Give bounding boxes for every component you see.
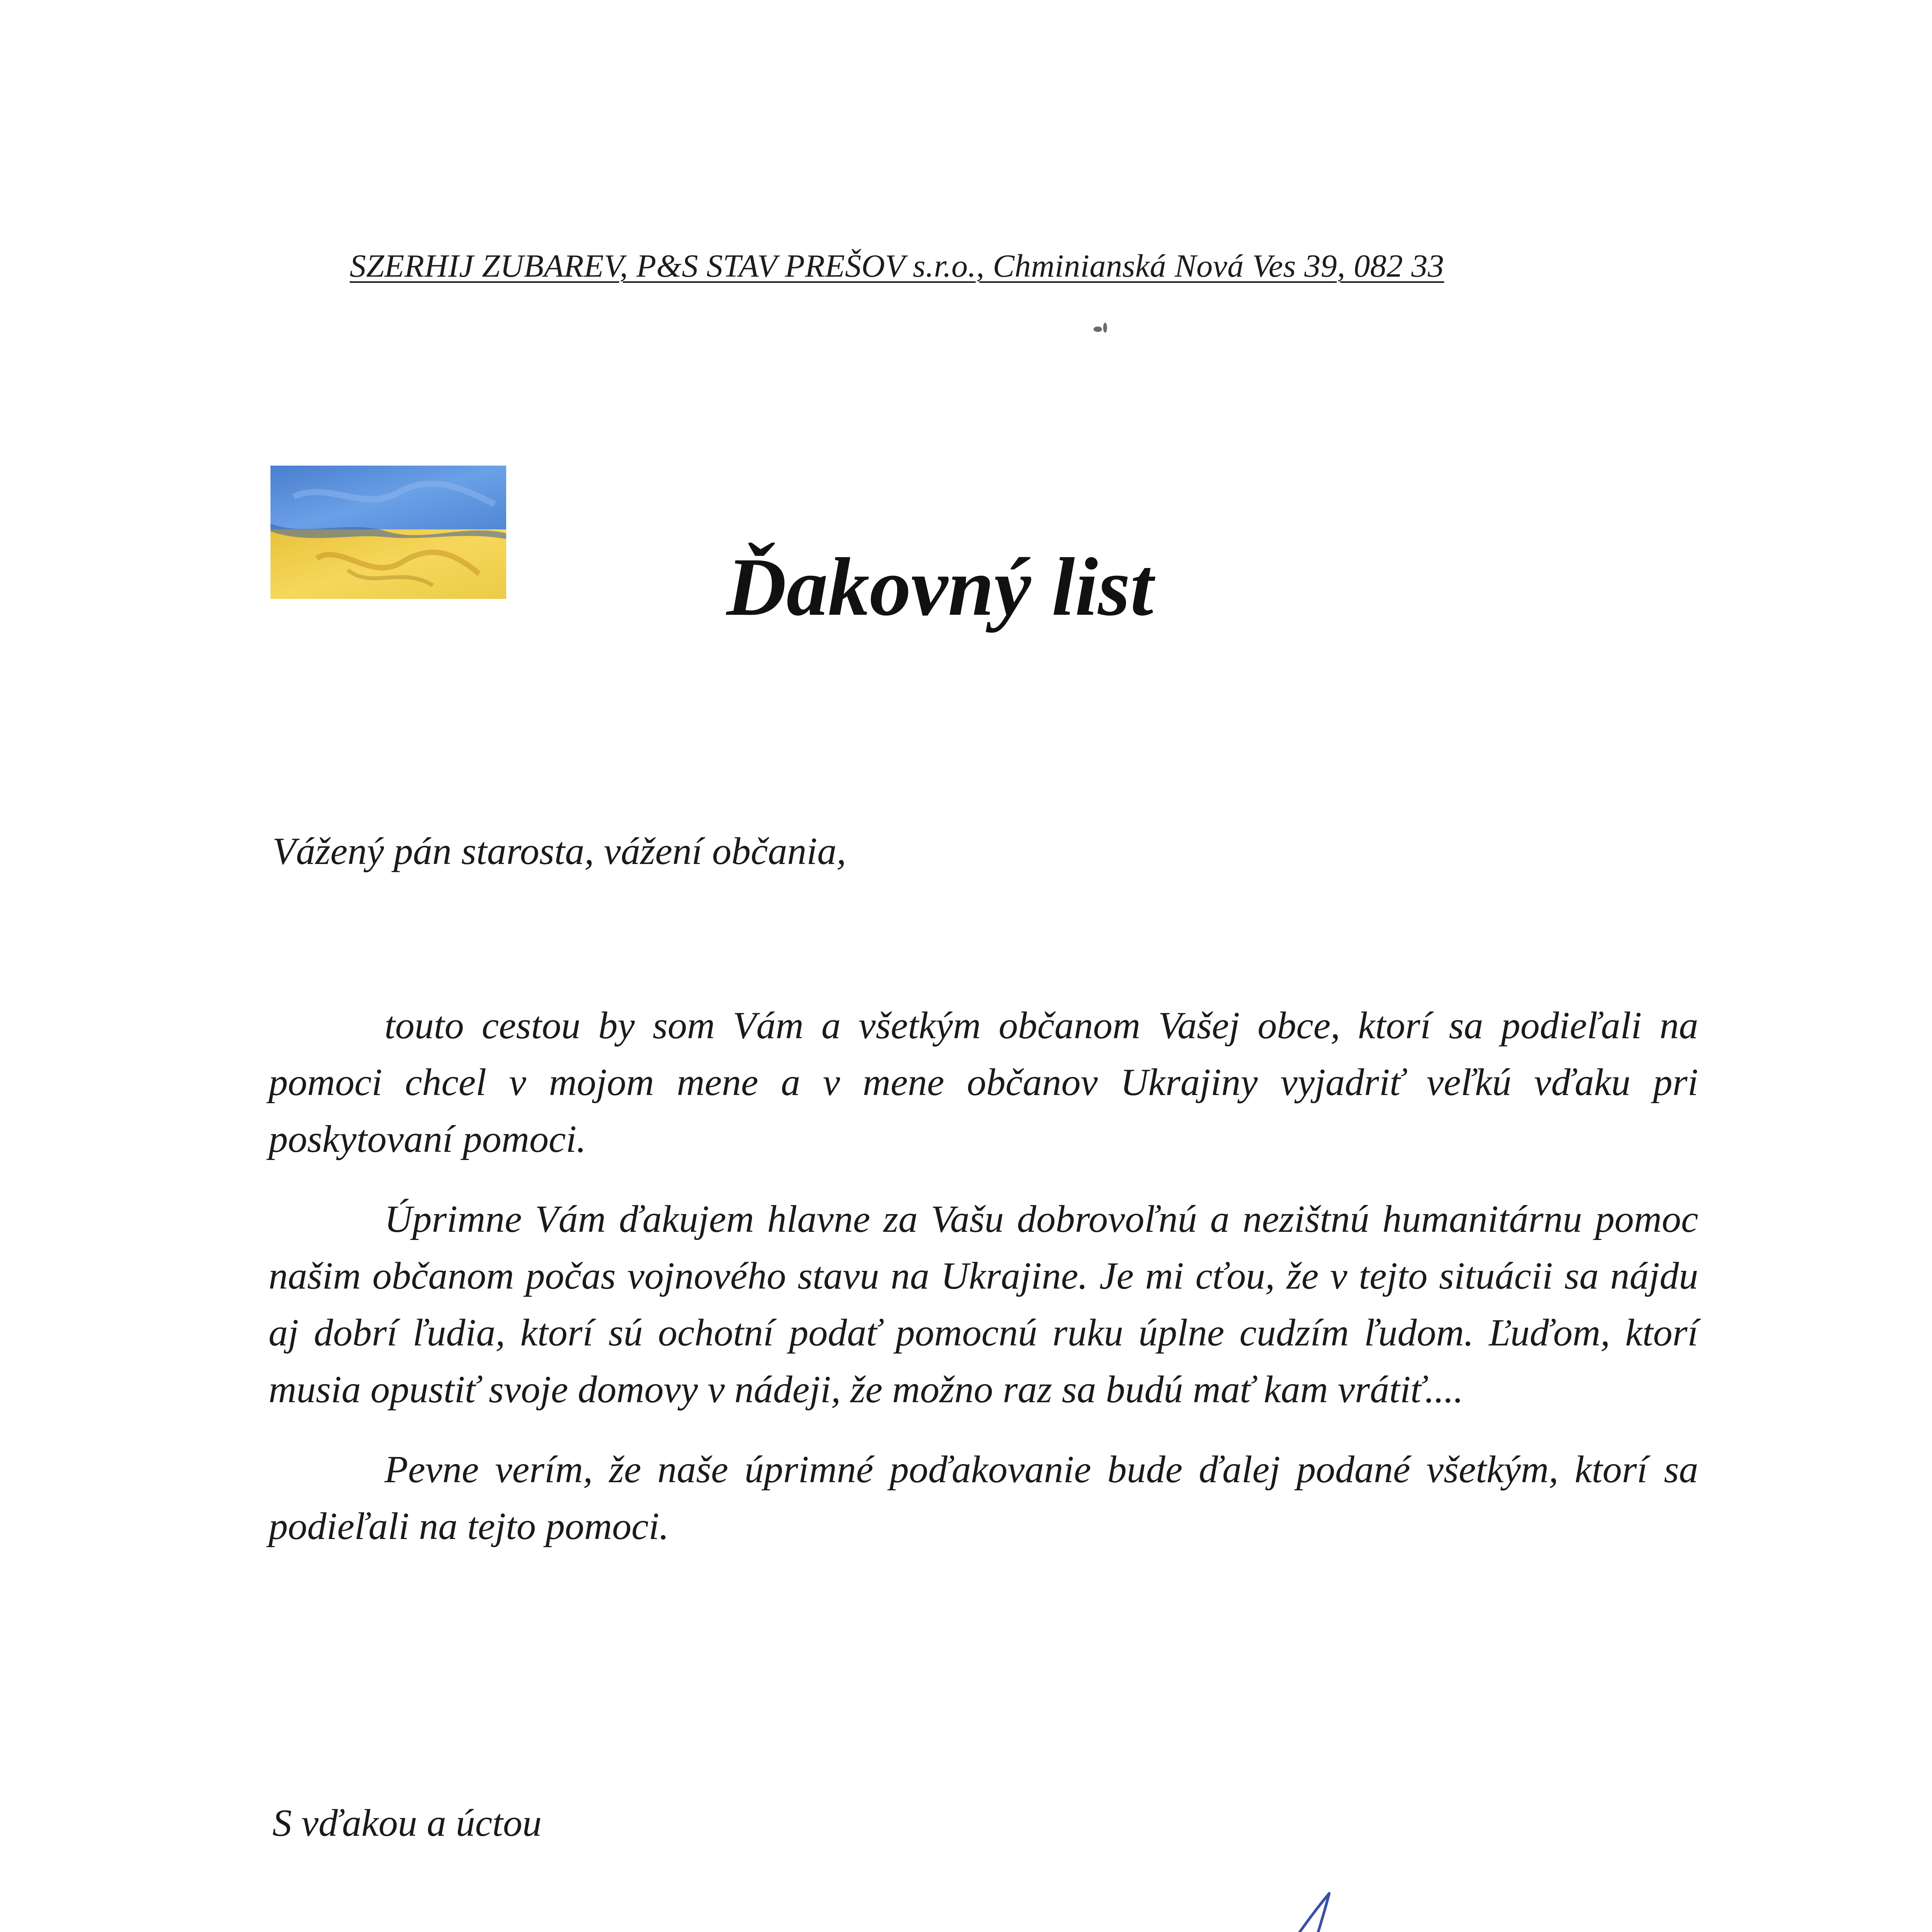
salutation: Vážený pán starosta, vážení občania, (272, 830, 847, 872)
ukraine-flag-icon (270, 466, 506, 599)
letter-body (269, 997, 1698, 1578)
letter-title: Ďakovný list (726, 541, 1153, 633)
closing-phrase: S vďakou a úctou (272, 1801, 542, 1844)
scan-speck (1103, 323, 1107, 333)
body-paragraph-2: Úprimne Vám ďakujem hlavne za Vašu dobrovoľnú a nezištnú humanitárnu pomoc našim občanom počas vojnového stavu na Ukrajine. Je mi cťou, že v tejto situácii sa nájdu aj dobrí ľudia, ktorí sú ochotní podať pomocnú ruku úplne cudzím ľudom. Ľuďom, ktorí musia opustiť svoje domovy v nádeji, že možno raz sa budú mať kam vrátiť.... (269, 1197, 1698, 1411)
handwritten-signature (1078, 1878, 1387, 1932)
scan-speck (1094, 327, 1102, 332)
letterhead: SZERHIJ ZUBAREV, P&S STAV PREŠOV s.r.o., Chminianská Nová Ves 39, 082 33 (350, 248, 1444, 284)
body-paragraph-1: touto cestou by som Vám a všetkým občanom Vašej obce, ktorí sa podieľali na pomoci chcel v mojom mene a v mene občanov Ukrajiny vyjadriť veľkú vďaku pri poskytovaní pomoci. (269, 1004, 1698, 1160)
body-paragraph-3: Pevne verím, že naše úprimné poďakovanie bude ďalej podané všetkým, ktorí sa podieľali na tejto pomoci. (269, 1448, 1698, 1548)
